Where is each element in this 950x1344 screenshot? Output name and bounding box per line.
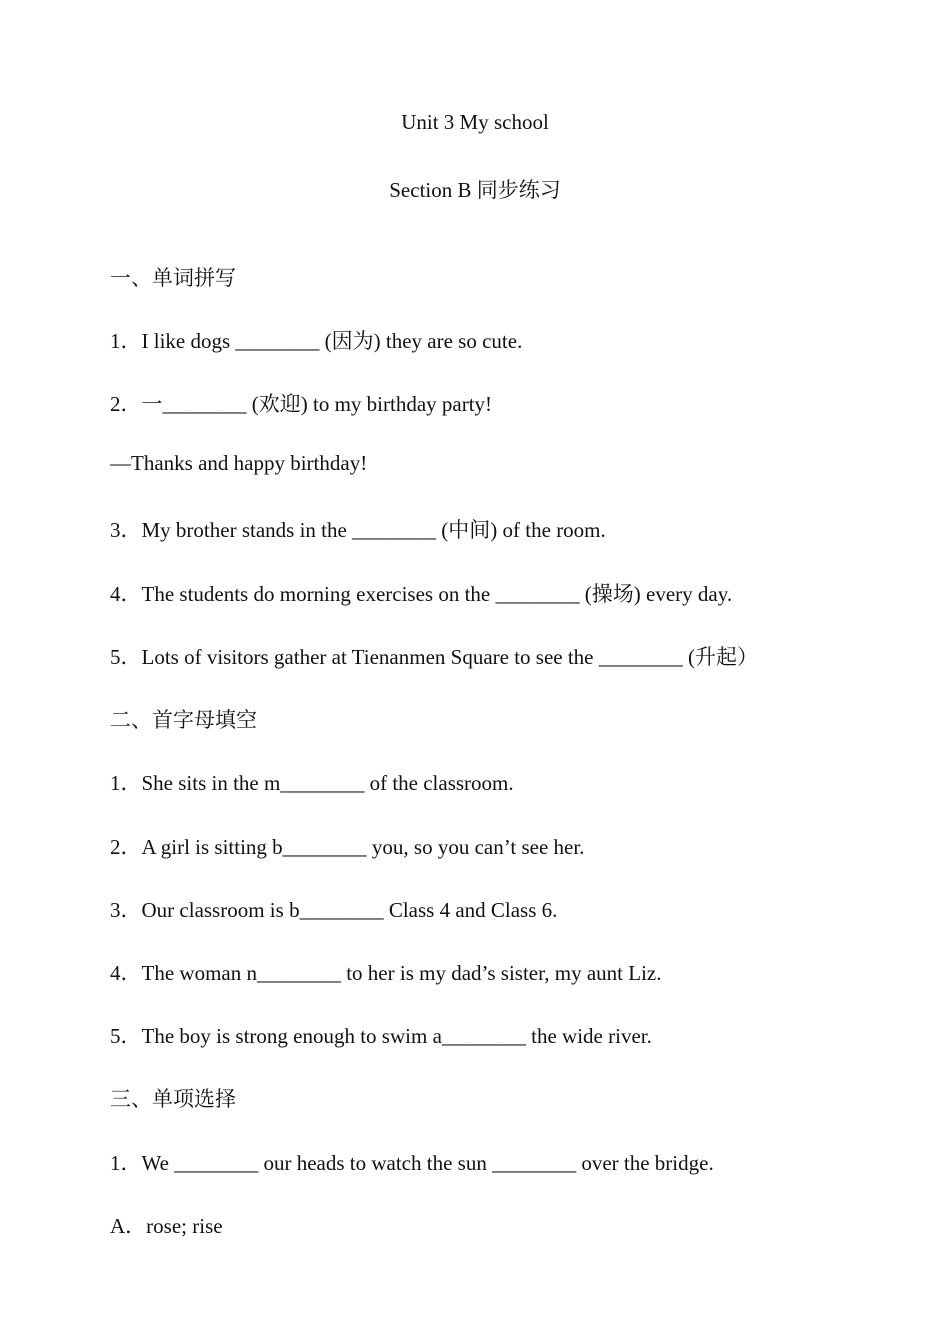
question-line: 1．I like dogs ________ (因为) they are so cute. bbox=[110, 329, 523, 353]
section-heading-multiple-choice: 三、单项选择 bbox=[110, 1087, 236, 1111]
question-line: 2．一________ (欢迎) to my birthday party! bbox=[110, 392, 493, 416]
question-line: 4．The woman n________ to her is my dad’s sister, my aunt Liz. bbox=[110, 961, 662, 985]
question-line: 3．Our classroom is b________ Class 4 and Class 6. bbox=[110, 898, 558, 922]
question-line: 1．We ________ our heads to watch the sun ________ over the bridge. bbox=[110, 1151, 714, 1175]
question-line: 5．The boy is strong enough to swim a________ the wide river. bbox=[110, 1024, 652, 1048]
question-line: 3．My brother stands in the ________ (中间) of the room. bbox=[110, 518, 606, 542]
question-line: 5．Lots of visitors gather at Tienanmen Square to see the ________ (升起） bbox=[110, 645, 758, 669]
question-line: 2．A girl is sitting b________ you, so you can’t see her. bbox=[110, 835, 585, 859]
document-title: Unit 3 My school bbox=[401, 110, 549, 134]
section-heading-initial-letters: 二、首字母填空 bbox=[110, 708, 257, 732]
question-line: —Thanks and happy birthday! bbox=[110, 451, 368, 475]
section-heading-spelling: 一、单词拼写 bbox=[110, 266, 236, 290]
answer-option: A．rose; rise bbox=[110, 1214, 223, 1238]
question-line: 4．The students do morning exercises on the ________ (操场) every day. bbox=[110, 582, 733, 606]
question-line: 1．She sits in the m________ of the classroom. bbox=[110, 771, 514, 795]
document-subtitle: Section B 同步练习 bbox=[389, 178, 561, 202]
